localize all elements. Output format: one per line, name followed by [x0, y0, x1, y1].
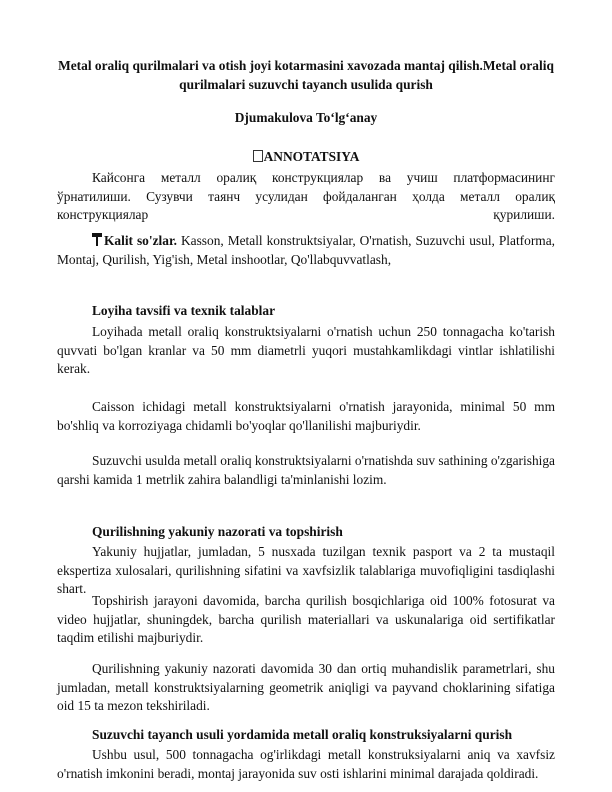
- section2-heading: Qurilishning yakuniy nazorati va topshirish: [92, 524, 343, 539]
- section1-paragraph-2: Caisson ichidagi metall konstruktsiyalarni o'rnatish jarayonida, minimal 50 mm bo'shliq va korroziyaga chidamli bo'yoqlar qo'llanilishi majburiydir.: [57, 399, 555, 433]
- pushpin-icon: [92, 233, 102, 246]
- keywords-paragraph: [57, 232, 555, 269]
- section2-paragraph-3: Qurilishning yakuniy nazorati davomida 30 dan ortiq muhandislik parametrlari, shu jumladan, metall konstruktsiyalarning geometrik aniqligi va payvand choklarining sifatiga oid 15 ta mezon tekshiriladi.: [57, 661, 555, 713]
- keywords-label: Kalit so'zlar.: [104, 233, 178, 248]
- section1-paragraph-1: Loyihada metall oraliq konstruktsiyalarni o'rnatish uchun 250 tonnagacha ko'tarish quvvati bo'lgan kranlar va 50 mm diametrli yuqori mustahkamlikdagi vintlar ishlatilishi kerak.: [57, 324, 555, 376]
- placeholder-box-icon: [253, 150, 263, 162]
- section3-heading: Suzuvchi tayanch usuli yordamida metall oraliq konstruksiyalarni qurish: [92, 727, 513, 742]
- section1-heading: Loyiha tavsifi va texnik talablar: [92, 303, 276, 318]
- section2-paragraph-1: Yakuniy hujjatlar, jumladan, 5 nusxada tuzilgan texnik pasport va 2 ta mustaqil ekspertiza xulosalari, qurilishning sifatini va xavfsizlik talablariga muvofiqligini tasdiqlashi shart.: [57, 544, 555, 596]
- section2-paragraph-2: Topshirish jarayoni davomida, barcha qurilish bosqichlariga oid 100% fotosurat va video hujjatlar, shuningdek, barcha qurilish materiallari va uskunalariga oid sertifikatlar taqdim etilishi majburiydir.: [57, 593, 555, 645]
- annotation-heading-text: ANNOTATSIYA: [263, 149, 360, 164]
- author-name: Djumakulova To‘lg‘anay: [234, 110, 378, 125]
- annotation-text: Кайсонга металл оралиқ конструкциялар ва учиш платформасининг ўрнатилиши. Сузувчи таянч усулидан фойдаланган ҳолда металл оралиқ конструкциялар қурилиши.: [57, 170, 555, 222]
- annotation-heading: [57, 149, 555, 165]
- keywords-text: Kasson, Metall konstruktsiyalar, O'rnatish, Suzuvchi usul, Platforma, Montaj, Qurilish, Yig'ish, Metal inshootlar, Qo'llabquvvatlash,: [57, 233, 555, 267]
- section1-paragraph-3: Suzuvchi usulda metall oraliq konstruktsiyalarni o'rnatishda suv sathining o'zgarishiga qarshi kamida 1 metrlik zahira balandligi ta'minlanishi lozim.: [57, 453, 555, 487]
- section3-paragraph-1: Ushbu usul, 500 tonnagacha og'irlikdagi metall konstruksiyalarni aniq va xavfsiz o'rnatish imkonini beradi, montaj jarayonida suv osti ishlarini minimal darajada qoldiradi.: [57, 747, 555, 781]
- document-title: Metal oraliq qurilmalari va otish joyi kotarmasini xavozada mantaj qilish.Metal oraliq qurilmalari suzuvchi tayanch usulida qurish: [58, 58, 554, 92]
